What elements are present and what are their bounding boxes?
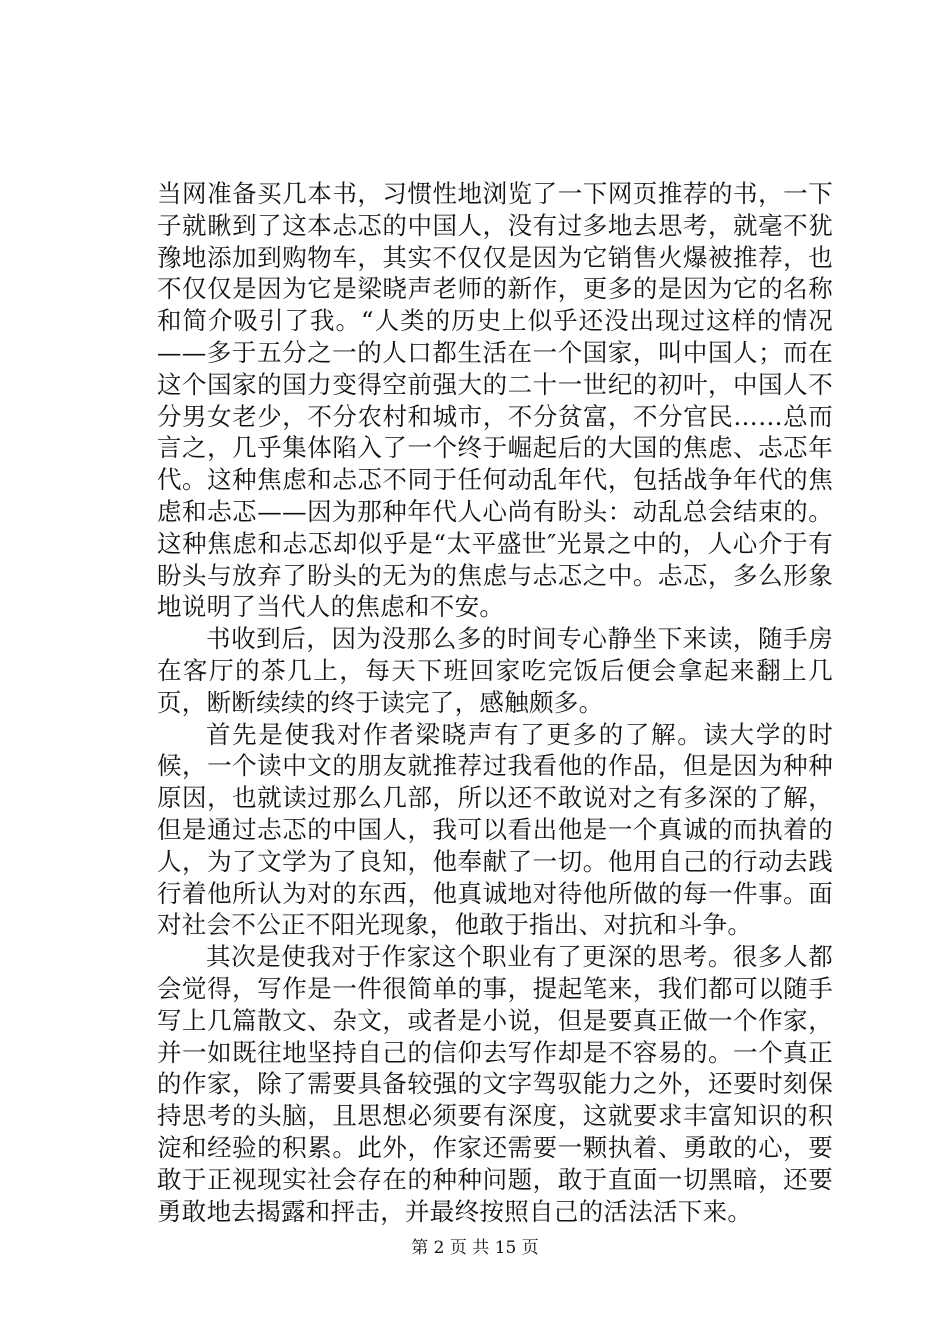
document-body <box>157 178 833 1227</box>
paragraph-reading: 书收到后，因为没那么多的时间专心静坐下来读，随手房在客厅的茶几上，每天下班回家吃完饭后便会拿起来翻上几页，断断续续的终于读完了，感触颇多。 <box>157 624 833 717</box>
paragraph-intro: 当网准备买几本书，习惯性地浏览了一下网页推荐的书，一下子就瞅到了这本忐忑的中国人，没有过多地去思考，就毫不犹豫地添加到购物车，其实不仅仅是因为它销售火爆被推荐，也不仅仅是因为它是梁晓声老师的新作，更多的是因为它的名称和简介吸引了我。“人类的历史上似乎还没出现过这样的情况——多于五分之一的人口都生活在一个国家，叫中国人；而在这个国家的国力变得空前强大的二十一世纪的初叶，中国人不分男女老少，不分农村和城市，不分贫富，不分官民……总而言之，几乎集体陷入了一个终于崛起后的大国的焦虑、忐忑年代。这种焦虑和忐忑不同于任何动乱年代，包括战争年代的焦虑和忐忑——因为那种年代人心尚有盼头：动乱总会结束的。这种焦虑和忐忑却似乎是“太平盛世″光景之中的，人心介于有盼头与放弃了盼头的无为的焦虑与忐忑之中。忐忑，多么形象地说明了当代人的焦虑和不安。 <box>157 179 833 622</box>
page-number-footer: 第 2 页 共 15 页 <box>411 1238 539 1258</box>
paragraph-writer-profession: 其次是使我对于作家这个职业有了更深的思考。很多人都会觉得，写作是一件很简单的事，提起笔来，我们都可以随手写上几篇散文、杂文，或者是小说，但是要真正做一个作家，并一如既往地坚持自己的信仰去写作却是不容易的。一个真正的作家，除了需要具备较强的文字驾驭能力之外，还要时刻保持思考的头脑，且思想必须要有深度，这就要求丰富知识的积淀和经验的积累。此外，作家还需要一颗执着、勇敢的心，要敢于正视现实社会存在的种种问题，敢于直面一切黑暗，还要勇敢地去揭露和抨击，并最终按照自己的活法活下来。 <box>157 942 833 1226</box>
paragraph-author: 首先是使我对作者梁晓声有了更多的了解。读大学的时候，一个读中文的朋友就推荐过我看他的作品，但是因为种种原因，也就读过那么几部，所以还不敢说对之有多深的了解，但是通过忐忑的中国人，我可以看出他是一个真诚的而执着的人，为了文学为了良知，他奉献了一切。他用自己的行动去践行着他所认为对的东西，他真诚地对待他所做的每一件事。面对社会不公正不阳光现象，他敢于指出、对抗和斗争。 <box>157 719 833 940</box>
